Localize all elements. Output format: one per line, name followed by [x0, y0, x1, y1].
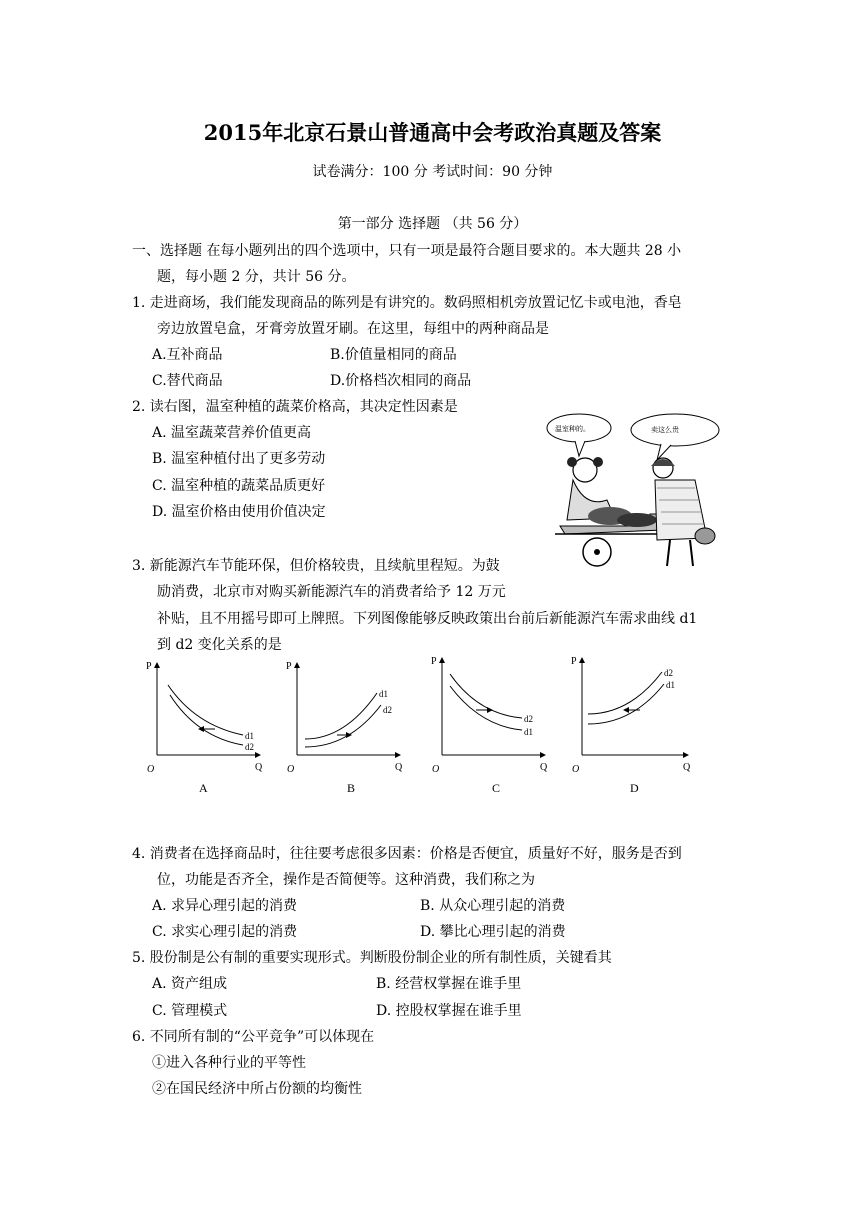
- section-line-1: 一、选择题 在每小题列出的四个选项中，只有一项是最符合题目要求的。本大题共 28 小: [132, 243, 682, 259]
- graph-b-origin: O: [287, 764, 295, 775]
- graph-b-q-label: Q: [395, 762, 403, 773]
- graph-c-p-label: P: [431, 656, 437, 667]
- graph-b-p-label: P: [286, 661, 292, 672]
- graph-c-curve-d1: [450, 686, 522, 730]
- q2-option-b: B. 温室种植付出了更多劳动: [152, 451, 326, 467]
- graph-b-bottom-label: d2: [383, 705, 392, 715]
- graph-b-curve-d2: [305, 705, 381, 747]
- graph-a-bottom-label: d2: [245, 742, 254, 752]
- q3-stem-line-4: 到 d2 变化关系的是: [157, 637, 282, 653]
- bubble-right-text: 卖这么贵: [651, 426, 679, 434]
- q4-stem-line-2: 位，功能是否齐全，操作是否简便等。这种消费，我们称之为: [157, 872, 535, 888]
- q5-stem: 5. 股份制是公有制的重要实现形式。判断股份制企业的所有制性质，关键看其: [132, 950, 612, 966]
- graph-c: [431, 656, 548, 795]
- q4-option-a: A. 求异心理引起的消费: [152, 898, 298, 914]
- q5-option-d: D. 控股权掌握在谁手里: [376, 1003, 522, 1019]
- q4-option-c: C. 求实心理引起的消费: [152, 924, 298, 940]
- graph-a-origin: O: [147, 764, 155, 775]
- graph-a-caption: A: [199, 781, 208, 795]
- demand-curve-graphs: [135, 655, 705, 805]
- graph-d-bottom-label: d1: [666, 680, 675, 690]
- q4-stem-line-1: 4. 消费者在选择商品时，往往要考虑很多因素：价格是否便宜，质量好不好，服务是否到: [132, 846, 682, 862]
- graph-d-p-label: P: [571, 656, 577, 667]
- graph-a-q-label: Q: [255, 762, 263, 773]
- graph-c-caption: C: [492, 781, 501, 795]
- graph-b-caption: B: [347, 781, 356, 795]
- q3-stem-line-2: 励消费，北京市对购买新能源汽车的消费者给予 12 万元: [157, 584, 506, 600]
- part-heading: 第一部分 选择题 （共 56 分）: [337, 216, 528, 232]
- q6-stem: 6. 不同所有制的“公平竞争”可以体现在: [132, 1029, 375, 1045]
- q1-option-d: D.价格档次相同的商品: [330, 373, 472, 389]
- graph-d-top-label: d2: [664, 668, 673, 678]
- bubble-left-text: 温室种的。: [555, 425, 590, 433]
- q5-option-b: B. 经营权掌握在谁手里: [376, 976, 522, 992]
- graph-d: [571, 656, 691, 795]
- graph-d-caption: D: [630, 781, 639, 795]
- graph-c-q-label: Q: [540, 762, 548, 773]
- graph-a-curve-d2: [170, 695, 243, 745]
- q2-stem: 2. 读右图，温室种植的蔬菜价格高，其决定性因素是: [132, 399, 458, 415]
- graph-d-q-label: Q: [683, 762, 691, 773]
- graph-b-top-label: d1: [379, 689, 388, 699]
- q4-option-d: D. 攀比心理引起的消费: [420, 924, 566, 940]
- q6-item-1: ①进入各种行业的平等性: [152, 1055, 306, 1071]
- q2-option-c: C. 温室种植的蔬菜品质更好: [152, 478, 326, 494]
- graph-b: [286, 661, 403, 795]
- q3-stem-line-1: 3. 新能源汽车节能环保，但价格较贵，且续航里程短。为鼓: [132, 558, 500, 574]
- q1-stem-line-1: 1. 走进商场，我们能发现商品的陈列是有讲究的。数码照相机旁放置记忆卡或电池，香皂: [132, 295, 682, 311]
- q2-option-a: A. 温室蔬菜营养价值更高: [152, 425, 312, 441]
- graph-b-curve-d1: [305, 693, 377, 739]
- graph-a-p-label: P: [146, 661, 152, 672]
- graph-a-top-label: d1: [245, 731, 254, 741]
- graph-c-origin: O: [432, 764, 440, 775]
- q5-option-a: A. 资产组成: [152, 976, 228, 992]
- graph-d-origin: O: [572, 764, 580, 775]
- q1-stem-line-2: 旁边放置皂盒，牙膏旁放置牙刷。在这里，每组中的两种商品是: [157, 321, 549, 337]
- q1-option-b: B.价值量相同的商品: [330, 347, 457, 363]
- graph-a-curve-d1: [168, 685, 243, 735]
- q1-option-a: A.互补商品: [152, 347, 223, 363]
- graph-a: [146, 661, 263, 795]
- graph-c-top-label: d2: [524, 714, 533, 724]
- q2-option-d: D. 温室价格由使用价值决定: [152, 504, 326, 520]
- page-title: 2015年北京石景山普通高中会考政治真题及答案: [203, 120, 662, 145]
- q5-option-c: C. 管理模式: [152, 1003, 228, 1019]
- vegetable-vendor-cartoon: [545, 408, 725, 573]
- q4-option-b: B. 从众心理引起的消费: [420, 898, 566, 914]
- section-line-2: 题，每小题 2 分，共计 56 分。: [157, 269, 356, 285]
- graph-c-curve-d2: [450, 674, 522, 718]
- q3-stem-line-3: 补贴，且不用摇号即可上牌照。下列图像能够反映政策出台前后新能源汽车需求曲线 d1: [157, 611, 698, 627]
- exam-info: 试卷满分：100 分 考试时间：90 分钟: [312, 164, 553, 180]
- q1-option-c: C.替代商品: [152, 373, 223, 389]
- graph-d-curve-d2: [588, 672, 662, 714]
- q6-item-2: ②在国民经济中所占份额的均衡性: [152, 1081, 362, 1097]
- graph-c-bottom-label: d1: [524, 727, 533, 737]
